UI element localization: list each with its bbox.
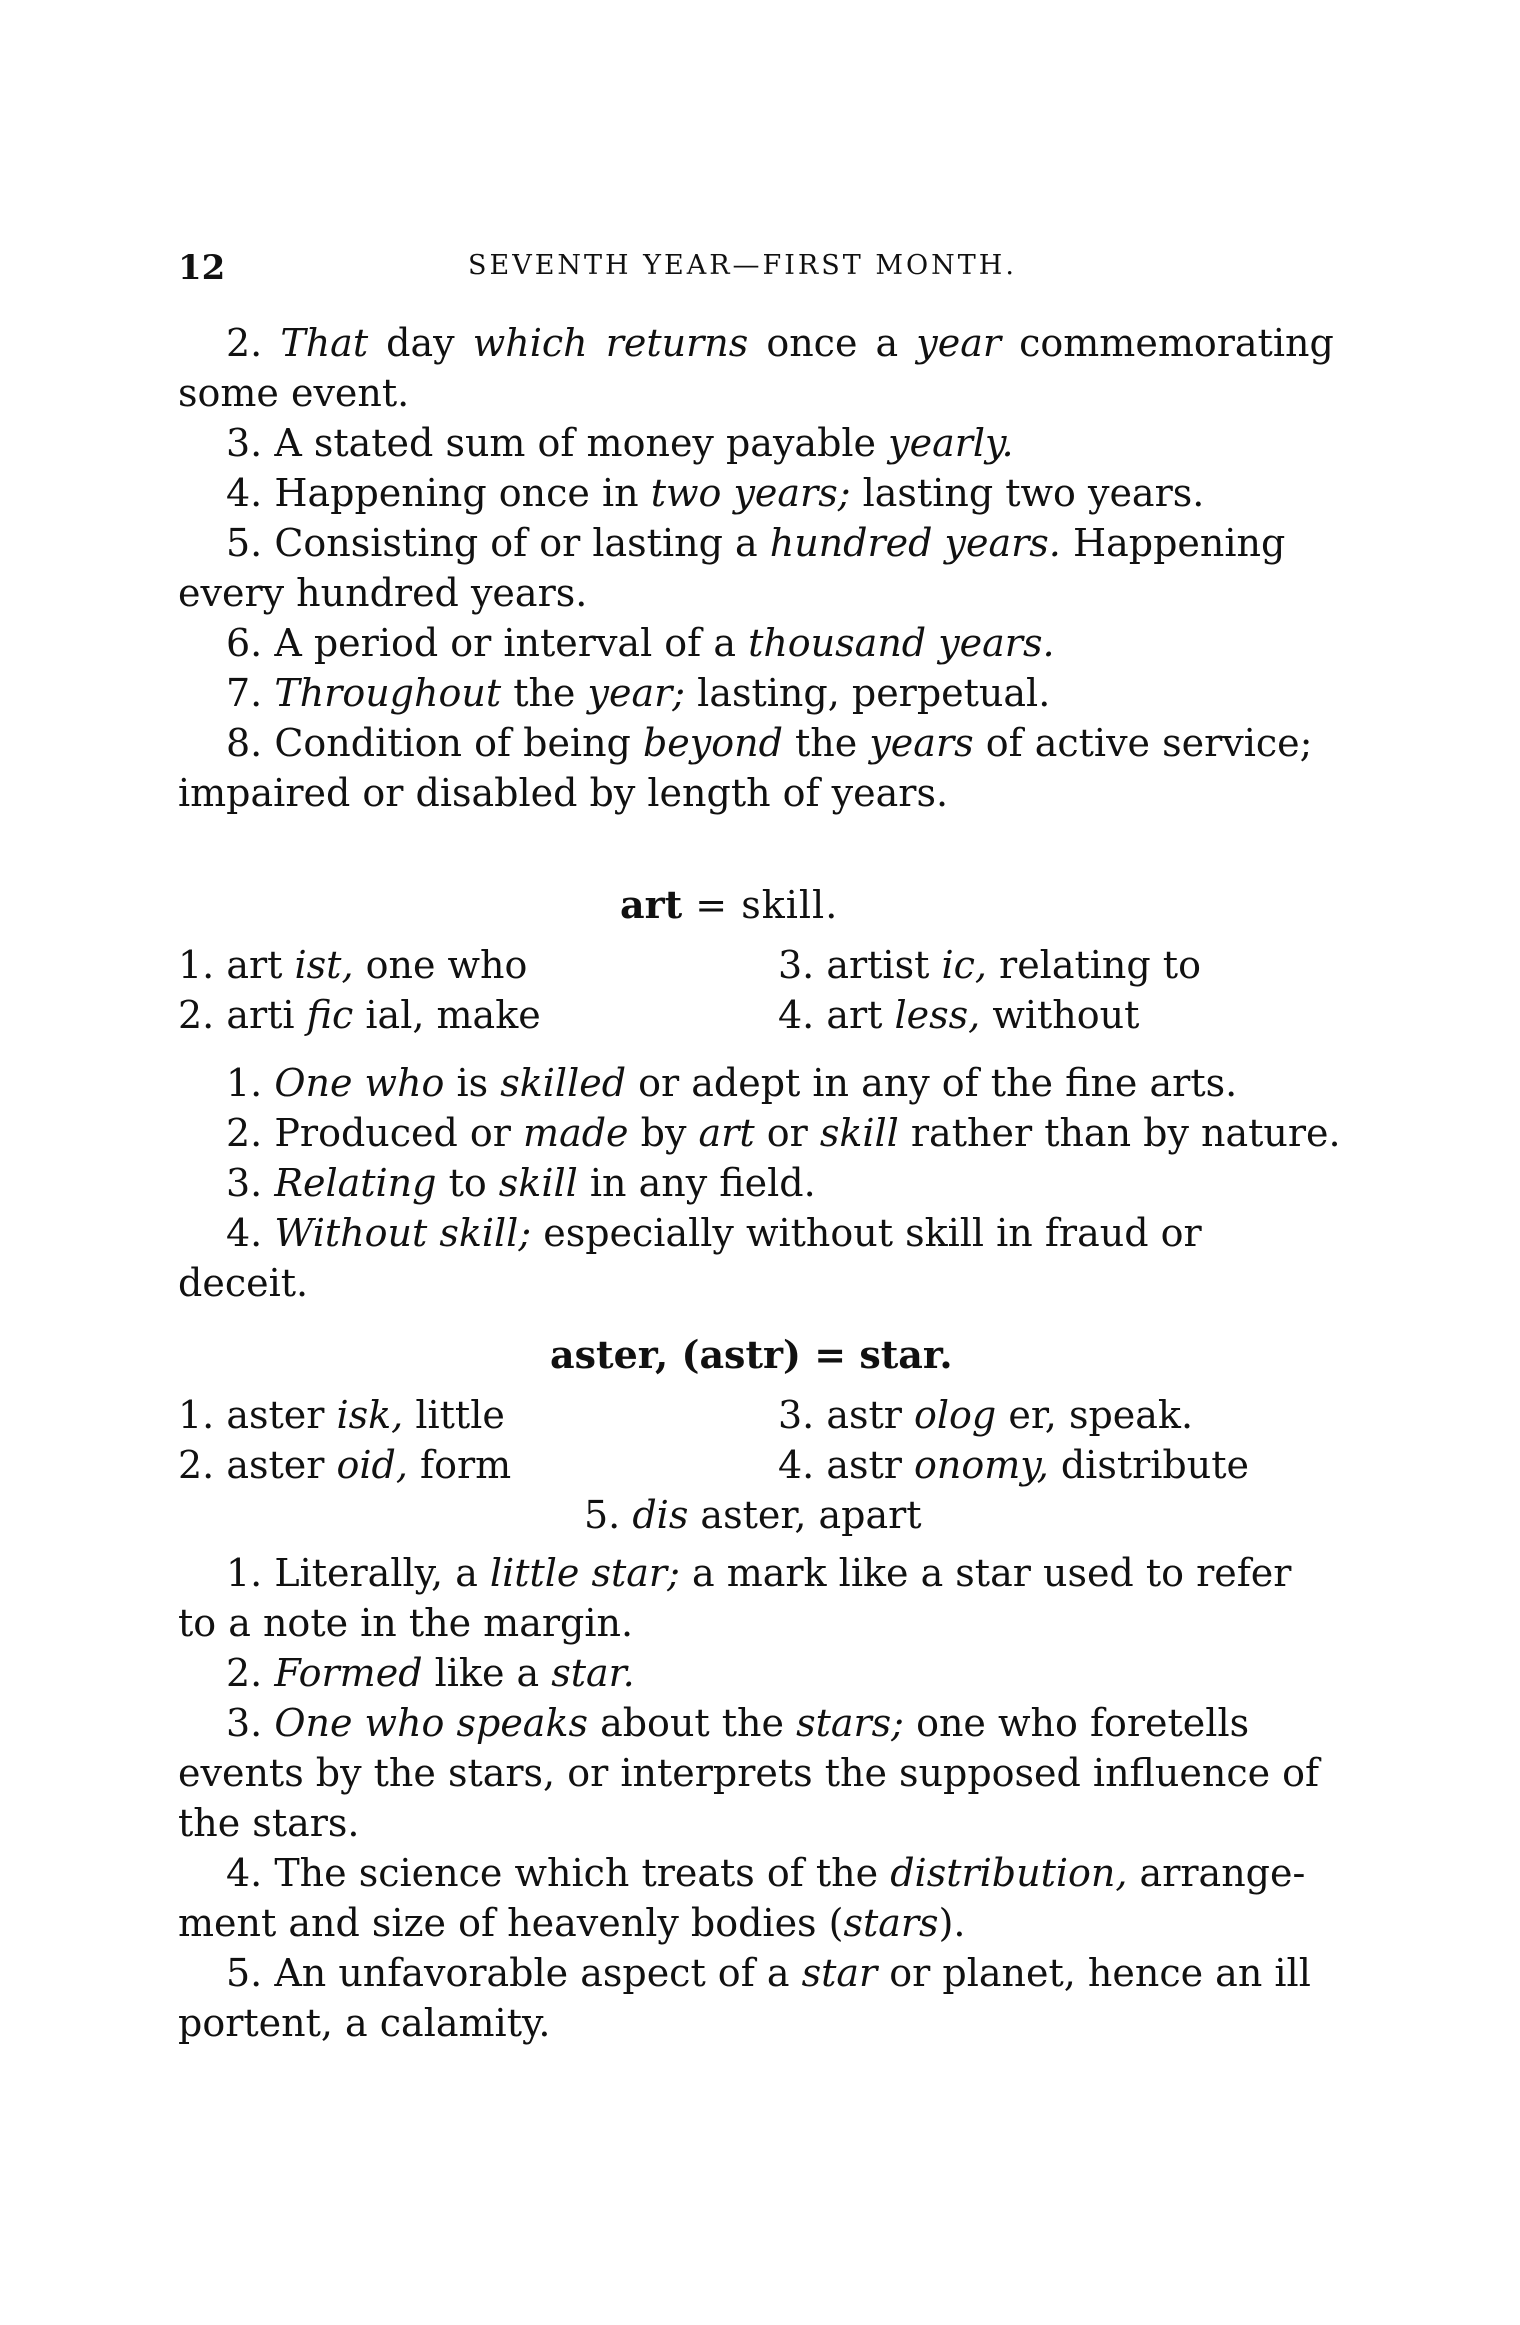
aster-def-4: 4. The science which treats of the distribution, arrange- xyxy=(226,1851,1306,1895)
art-def-1: 1. One who is skilled or adept in any of the fine arts. xyxy=(226,1061,1238,1105)
aster-derivative-5: 5. dis aster, apart xyxy=(584,1493,922,1537)
art-def-2: 2. Produced or made by art or skill rather than by nature. xyxy=(226,1111,1341,1155)
year-def-3: 3. A stated sum of money payable yearly. xyxy=(226,421,1014,465)
aster-def-1-cont: to a note in the margin. xyxy=(178,1601,634,1645)
page-header xyxy=(178,248,1298,298)
aster-derivative-3: 3. astr olog er, speak. xyxy=(778,1393,1194,1437)
art-heading: art = skill. xyxy=(620,882,839,927)
art-def-3: 3. Relating to skill in any field. xyxy=(226,1161,816,1205)
aster-def-1: 1. Literally, a little star; a mark like a star used to refer xyxy=(226,1551,1292,1595)
art-derivative-4: 4. art less, without xyxy=(778,993,1140,1037)
year-def-7: 7. Throughout the year; lasting, perpetual. xyxy=(226,671,1051,715)
art-def-4-cont: deceit. xyxy=(178,1261,309,1305)
aster-def-3: 3. One who speaks about the stars; one who foretells xyxy=(226,1701,1250,1745)
year-def-8-cont: impaired or disabled by length of years. xyxy=(178,771,949,815)
aster-derivative-4: 4. astr onomy, distribute xyxy=(778,1443,1249,1487)
page-number: 12 xyxy=(178,248,226,288)
art-derivative-2: 2. arti fic ial, make xyxy=(178,993,541,1037)
year-def-2: 2. That day which returns once a year commemorating xyxy=(226,321,1334,365)
art-derivative-3: 3. artist ic, relating to xyxy=(778,943,1201,987)
year-def-2-cont: some event. xyxy=(178,371,410,415)
year-def-8: 8. Condition of being beyond the years of active service; xyxy=(226,721,1313,765)
year-def-6: 6. A period or interval of a thousand years. xyxy=(226,621,1055,665)
year-def-5: 5. Consisting of or lasting a hundred years. Happening xyxy=(226,521,1286,565)
aster-def-2: 2. Formed like a star. xyxy=(226,1651,635,1695)
art-def-4: 4. Without skill; especially without skill in fraud or xyxy=(226,1211,1202,1255)
aster-def-3-cont-a: events by the stars, or interprets the supposed influence of xyxy=(178,1751,1320,1795)
aster-def-3-cont-b: the stars. xyxy=(178,1801,360,1845)
aster-def-5-cont: portent, a calamity. xyxy=(178,2001,551,2045)
aster-derivative-1: 1. aster isk, little xyxy=(178,1393,505,1437)
aster-def-4-cont: ment and size of heavenly bodies (stars). xyxy=(178,1901,966,1945)
running-title: SEVENTH YEAR—FIRST MONTH. xyxy=(468,250,1017,281)
year-def-4: 4. Happening once in two years; lasting two years. xyxy=(226,471,1205,515)
aster-derivative-2: 2. aster oid, form xyxy=(178,1443,512,1487)
aster-heading: aster, (astr) = star. xyxy=(550,1332,953,1377)
aster-def-5: 5. An unfavorable aspect of a star or planet, hence an ill xyxy=(226,1951,1311,1995)
year-def-5-cont: every hundred years. xyxy=(178,571,588,615)
art-derivative-1: 1. art ist, one who xyxy=(178,943,528,987)
